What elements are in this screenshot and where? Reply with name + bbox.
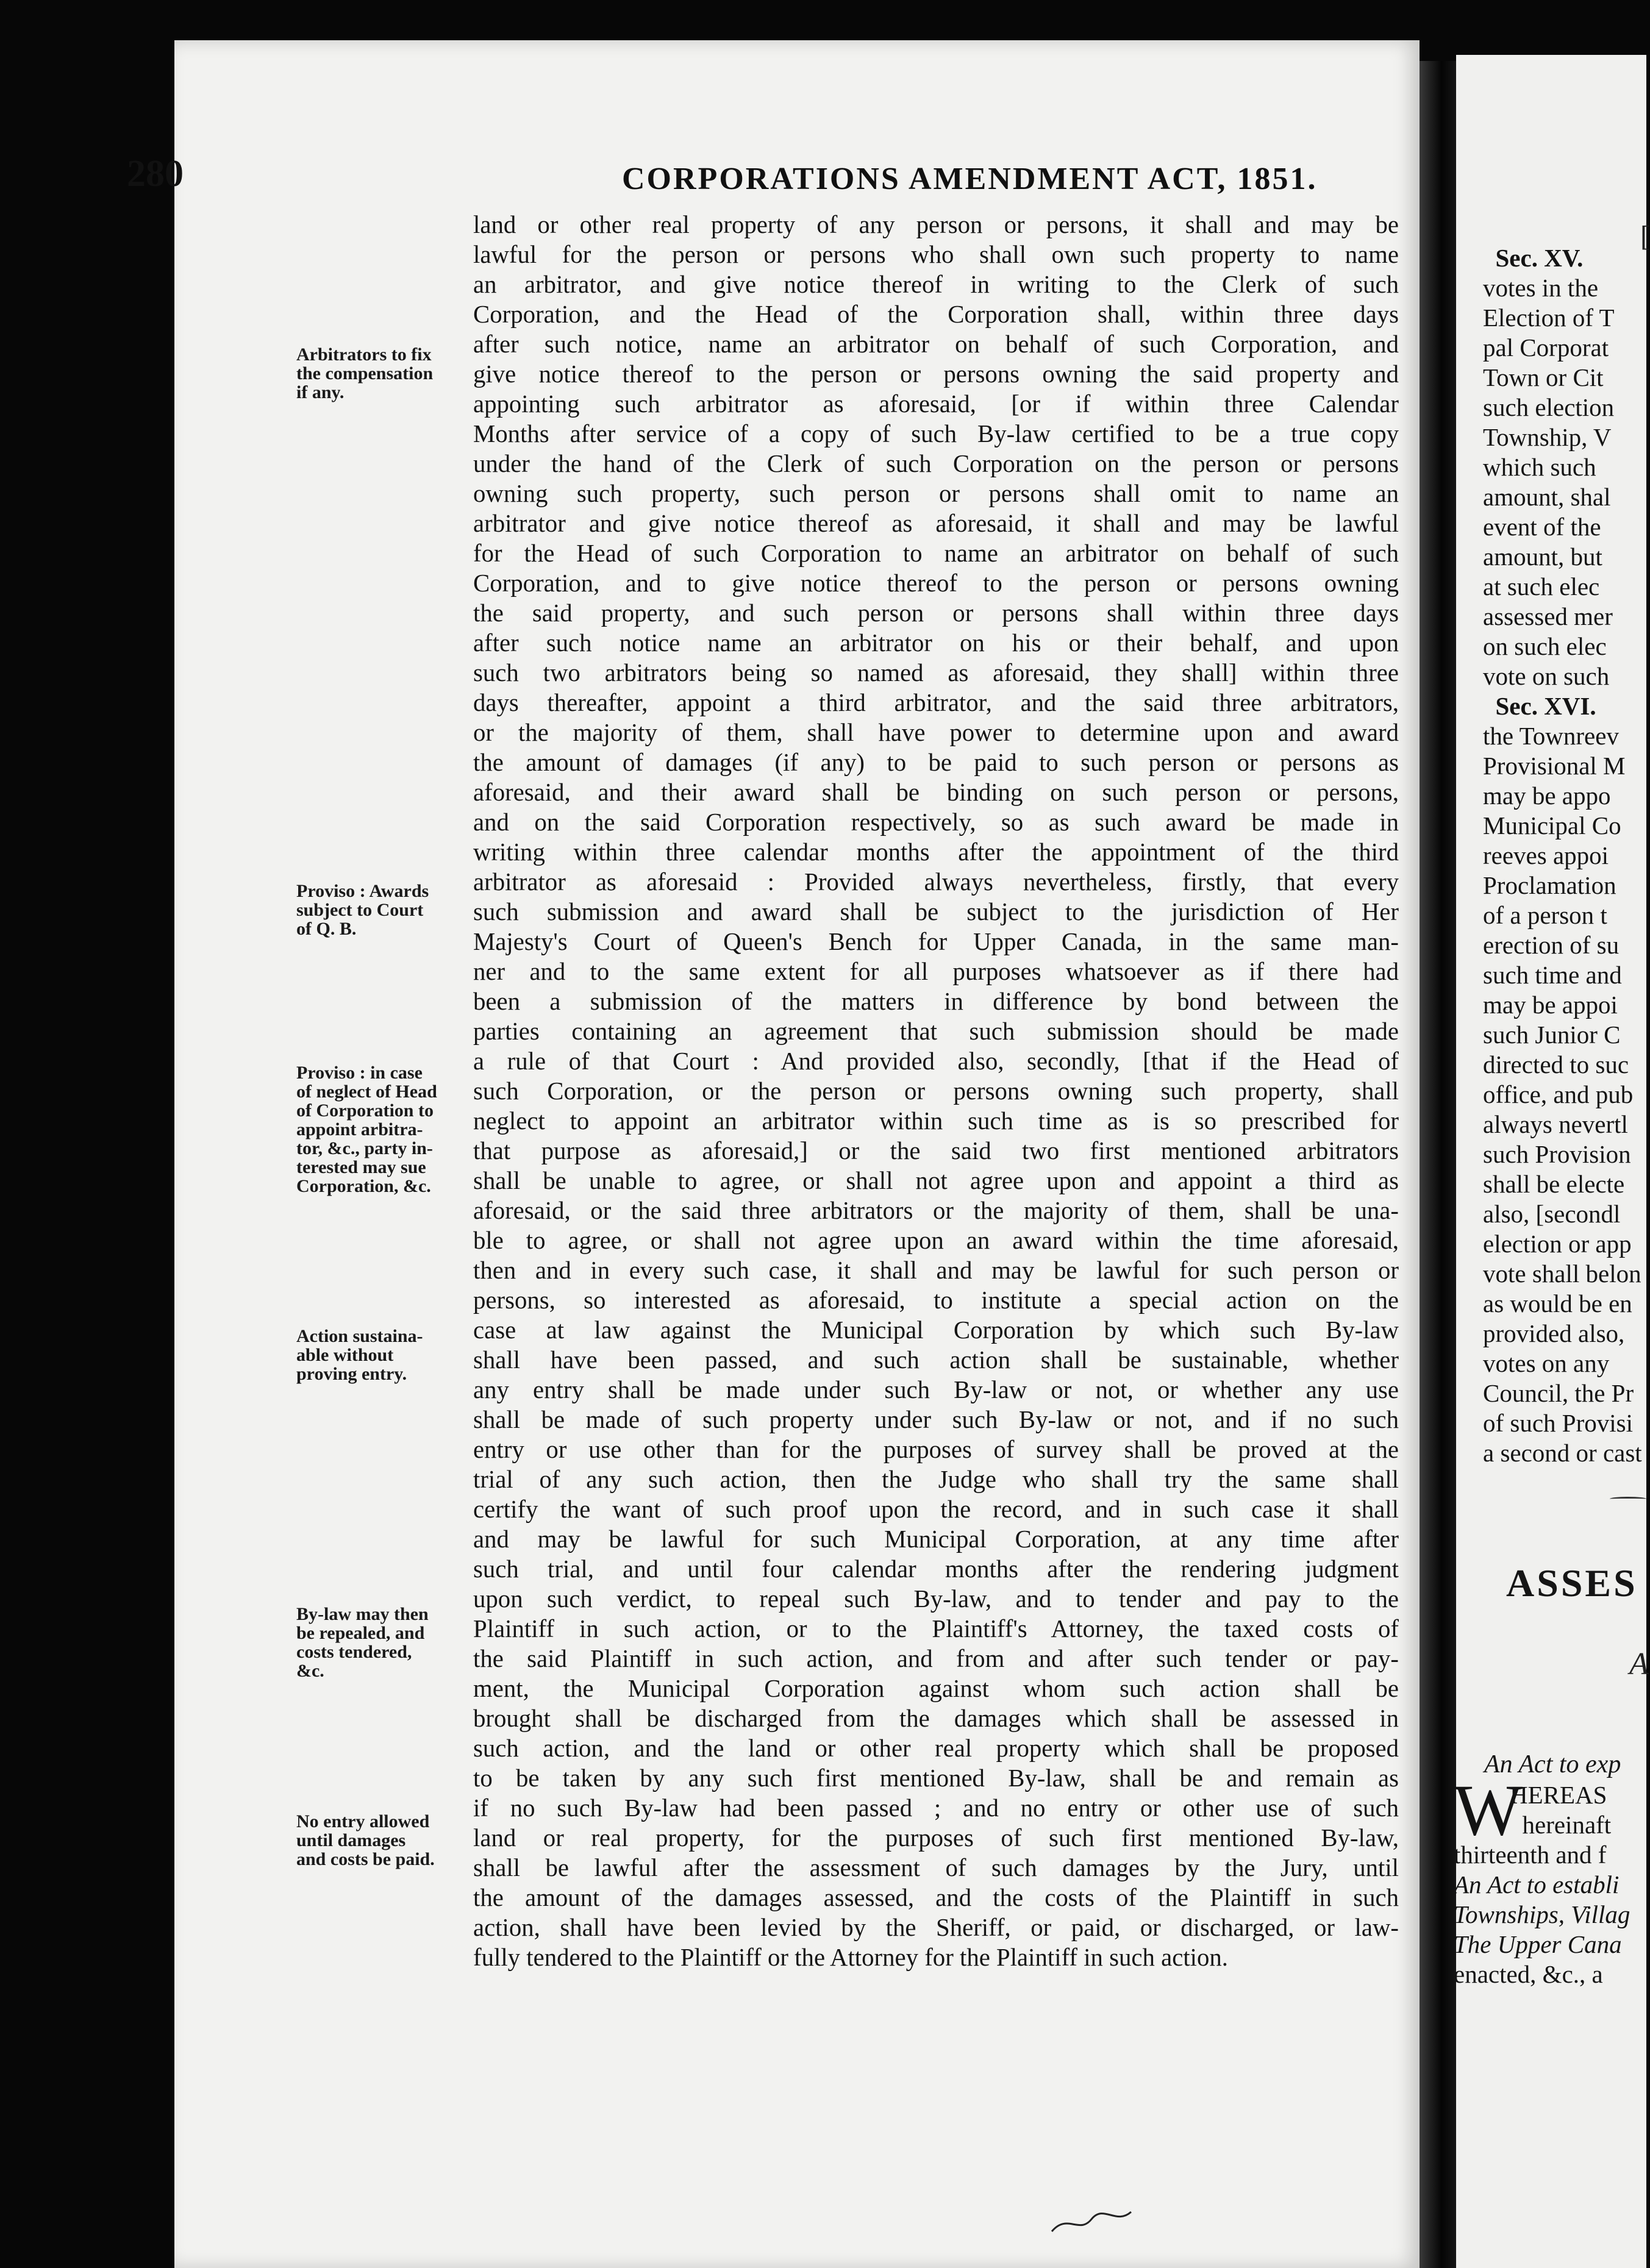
margin-note — [296, 1063, 477, 1196]
right-page-line: Proclamation — [1483, 871, 1616, 899]
right-page-whereas-line: hereinaft — [1510, 1811, 1612, 1839]
body-line: ner and to the same extent for all purposes whatsoever as if there had — [473, 958, 1399, 985]
body-line: days thereafter, appoint a third arbitrator, and the said three arbitrators, — [473, 689, 1399, 716]
body-line: persons, so interested as aforesaid, to institute a special action on the — [473, 1286, 1399, 1314]
body-line: parties containing an agreement that such submission should be made — [473, 1018, 1399, 1045]
body-line: under the hand of the Clerk of such Corporation on the person or persons — [473, 450, 1399, 477]
right-page-line: such time and — [1483, 961, 1622, 989]
page-number: 280 — [127, 153, 184, 194]
body-line: lawful for the person or persons who shall own such property to name — [473, 241, 1399, 268]
margin-note — [296, 882, 477, 938]
right-page-line: pal Corporat — [1483, 333, 1609, 362]
body-line: shall be lawful after the assessment of such damages by the Jury, until — [473, 1854, 1399, 1881]
margin-note-line: Arbitrators to fix — [296, 344, 432, 365]
body-line: such two arbitrators being so named as aforesaid, they shall] within three — [473, 659, 1399, 686]
margin-note — [296, 1812, 477, 1869]
body-line: ment, the Municipal Corporation against whom such action shall be — [473, 1675, 1399, 1702]
body-line: aforesaid, and their award shall be binding on such person or persons, — [473, 779, 1399, 806]
margin-note-line: Proviso : Awards — [296, 881, 429, 901]
ink-squiggle-mark — [1049, 2207, 1134, 2238]
margin-note-line: the compensation — [296, 363, 434, 383]
body-line: trial of any such action, then the Judge who shall try the same shall — [473, 1466, 1399, 1493]
body-line: Months after service of a copy of such By-law certified to be a true copy — [473, 420, 1399, 448]
right-page-line: Sec. XVI. — [1483, 692, 1596, 720]
margin-note-line: By-law may then — [296, 1604, 429, 1624]
right-page-heading: ASSES — [1506, 1561, 1638, 1605]
right-page-line: such Junior C — [1483, 1021, 1621, 1049]
right-page-line: votes in the — [1483, 274, 1599, 302]
body-line: the amount of damages (if any) to be paid to such person or persons as — [473, 749, 1399, 776]
body-line: writing within three calendar months after the appointment of the third — [473, 838, 1399, 866]
right-page-column — [1483, 213, 1646, 1468]
body-line: Majesty's Court of Queen's Bench for Upper Canada, in the same man- — [473, 928, 1399, 955]
right-page-whereas-line: The Upper Cana — [1454, 1930, 1622, 1958]
margin-note-line: be repealed, and — [296, 1623, 425, 1643]
body-line: and may be lawful for such Municipal Corporation, at any time after — [473, 1525, 1399, 1553]
body-line: Corporation, and the Head of the Corporation shall, within three days — [473, 301, 1399, 328]
right-page-bracket: [ — [1640, 220, 1650, 252]
body-line: such submission and award shall be subject to the jurisdiction of Her — [473, 898, 1399, 925]
body-line: owning such property, such person or persons shall omit to name an — [473, 480, 1399, 507]
right-page-line: always nevertl — [1483, 1110, 1628, 1138]
right-page-line: such Provision — [1483, 1140, 1631, 1168]
right-page-line: such election — [1483, 393, 1615, 421]
right-page-line: at such elec — [1483, 572, 1600, 601]
body-line: or the majority of them, shall have power to determine upon and award — [473, 719, 1399, 746]
body-line: if no such By-law had been passed ; and no entry or other use of such — [473, 1794, 1399, 1822]
margin-note-line: No entry allowed — [296, 1811, 430, 1831]
margin-note-line: appoint arbitra- — [296, 1119, 423, 1139]
right-page-whereas — [1454, 1769, 1646, 1989]
book-gutter — [1420, 61, 1456, 2268]
body-line: fully tendered to the Plaintiff or the Attorney for the Plaintiff in such action. — [473, 1944, 1228, 1971]
body-line: after such notice name an arbitrator on his or their behalf, and upon — [473, 629, 1399, 657]
right-page-line: event of the — [1483, 513, 1601, 541]
flourish-divider — [1610, 1497, 1646, 1501]
right-page-line: may be appoi — [1483, 991, 1618, 1019]
margin-note — [296, 1605, 477, 1680]
right-page-line: the Townreev — [1483, 722, 1619, 750]
body-line: Plaintiff in such action, or to the Plaintiff's Attorney, the taxed costs of — [473, 1615, 1399, 1642]
right-page-line: Town or Cit — [1483, 363, 1604, 391]
right-page-line: Council, the Pr — [1483, 1379, 1634, 1407]
margin-note-line: tor, &c., party in- — [296, 1138, 433, 1158]
body-line: ble to agree, or shall not agree upon an award within the time aforesaid, — [473, 1227, 1399, 1254]
right-page-line: votes on any — [1483, 1349, 1610, 1377]
right-page-act-title: An Act to exp — [1484, 1750, 1621, 1778]
right-page-line: Election of T — [1483, 304, 1615, 332]
body-line: for the Head of such Corporation to name an arbitrator on behalf of such — [473, 540, 1399, 567]
right-page-whereas-line: enacted, &c., a — [1454, 1960, 1603, 1988]
body-line: and on the said Corporation respectively, so as such award be made in — [473, 808, 1399, 836]
right-page-line: of a person t — [1483, 901, 1607, 929]
body-line: the amount of the damages assessed, and the costs of the Plaintiff in such — [473, 1884, 1399, 1911]
margin-note-line: of Q. B. — [296, 919, 357, 939]
right-page-line: Provisional M — [1483, 752, 1626, 780]
right-page-line: Municipal Co — [1483, 811, 1621, 840]
right-page-line: which such — [1483, 453, 1596, 481]
right-page-line: erection of su — [1483, 931, 1620, 959]
right-page-whereas-line: thirteenth and f — [1454, 1841, 1607, 1869]
margin-note-line: Action sustaina- — [296, 1326, 423, 1346]
body-text — [473, 210, 1399, 1972]
body-line: appointing such arbitrator as aforesaid, [or if within three Calendar — [473, 390, 1399, 418]
body-line: land or other real property of any person or persons, it shall and may be — [473, 211, 1399, 238]
margin-note — [296, 1327, 477, 1383]
right-page-line: vote shall belon — [1483, 1260, 1641, 1288]
body-line: such trial, and until four calendar months after the rendering judgment — [473, 1555, 1399, 1583]
margin-note-line: Corporation, &c. — [296, 1176, 431, 1196]
right-page-whereas-line: An Act to establi — [1454, 1870, 1620, 1899]
body-line: been a submission of the matters in difference by bond between the — [473, 988, 1399, 1015]
right-page-line: a second or cast — [1483, 1439, 1642, 1467]
body-line: certify the want of such proof upon the record, and in such case it shall — [473, 1496, 1399, 1523]
right-page-line: vote on such — [1483, 662, 1610, 690]
right-page-line: shall be electe — [1483, 1170, 1625, 1198]
right-page-line: of such Provisi — [1483, 1409, 1633, 1437]
right-page-line: reeves appoi — [1483, 841, 1609, 869]
body-line: case at law against the Municipal Corporation by which such By-law — [473, 1316, 1399, 1344]
body-line: upon such verdict, to repeal such By-law, and to tender and pay to the — [473, 1585, 1399, 1613]
body-line: to be taken by any such first mentioned By-law, shall be and remain as — [473, 1764, 1399, 1792]
right-page-line: provided also, — [1483, 1319, 1625, 1347]
right-page-line: amount, shal — [1483, 483, 1611, 511]
running-head: CORPORATIONS AMENDMENT ACT, 1851. — [622, 162, 1318, 196]
body-line: Corporation, and to give notice thereof to the person or persons owning — [473, 569, 1399, 597]
body-line: arbitrator as aforesaid : Provided always nevertheless, firstly, that every — [473, 868, 1399, 896]
margin-note-line: subject to Court — [296, 900, 424, 920]
right-page-line: also, [secondl — [1483, 1200, 1621, 1228]
body-line: shall have been passed, and such action shall be sustainable, whether — [473, 1346, 1399, 1374]
margin-note-line: if any. — [296, 382, 345, 402]
right-page-line: assessed mer — [1483, 602, 1613, 630]
body-line: a rule of that Court : And provided also, secondly, [that if the Head of — [473, 1047, 1399, 1075]
body-line: the said property, and such person or persons shall within three days — [473, 599, 1399, 627]
right-page-line: on such elec — [1483, 632, 1607, 660]
body-line: then and in every such case, it shall and may be lawful for such person or — [473, 1257, 1399, 1284]
drop-cap: W — [1454, 1769, 1523, 1850]
right-page-line: may be appo — [1483, 782, 1611, 810]
right-page-line: as would be en — [1483, 1289, 1632, 1318]
body-line: that purpose as aforesaid,] or the said two first mentioned arbitrators — [473, 1137, 1399, 1164]
body-line: the said Plaintiff in such action, and from and after such tender or pay- — [473, 1645, 1399, 1672]
margin-note-line: of neglect of Head — [296, 1082, 437, 1102]
right-page-whereas-line: HEREAS — [1510, 1781, 1607, 1809]
right-page-whereas-line: Townships, Villag — [1454, 1900, 1630, 1928]
body-line: shall be made of such property under such By-law or not, and if no such — [473, 1406, 1399, 1433]
right-page-line: Township, V — [1483, 423, 1612, 451]
right-page-letter: A — [1629, 1647, 1649, 1681]
right-page-line: Sec. XV. — [1483, 244, 1584, 272]
body-line: aforesaid, or the said three arbitrators or the majority of them, shall be una- — [473, 1197, 1399, 1224]
body-line: shall be unable to agree, or shall not agree upon and appoint a third as — [473, 1167, 1399, 1194]
right-page-line: directed to suc — [1483, 1050, 1629, 1079]
body-line: brought shall be discharged from the damages which shall be assessed in — [473, 1705, 1399, 1732]
body-line: any entry shall be made under such By-law or not, or whether any use — [473, 1376, 1399, 1403]
right-page-line: office, and pub — [1483, 1080, 1634, 1108]
body-line: arbitrator and give notice thereof as aforesaid, it shall and may be lawful — [473, 510, 1399, 537]
body-line: neglect to appoint an arbitrator within such time as is so prescribed for — [473, 1107, 1399, 1135]
body-line: action, shall have been levied by the Sheriff, or paid, or discharged, or law- — [473, 1914, 1399, 1941]
body-line: land or real property, for the purposes of such first mentioned By-law, — [473, 1824, 1399, 1852]
margin-note-line: terested may sue — [296, 1157, 426, 1177]
margin-note-line: able without — [296, 1345, 394, 1365]
margin-note-line: until damages — [296, 1830, 406, 1850]
body-line: entry or use other than for the purposes of survey shall be proved at the — [473, 1436, 1399, 1463]
margin-note-line: &c. — [296, 1661, 324, 1681]
right-page-line: amount, but — [1483, 543, 1602, 571]
margin-note — [296, 345, 477, 402]
margin-note-line: and costs be paid. — [296, 1849, 435, 1869]
margin-note-line: costs tendered, — [296, 1642, 412, 1662]
body-line: give notice thereof to the person or persons owning the said property and — [473, 360, 1399, 388]
right-page-line — [1483, 213, 1646, 243]
body-line: after such notice, name an arbitrator on behalf of such Corporation, and — [473, 330, 1399, 358]
right-page-line: election or app — [1483, 1230, 1632, 1258]
margin-note-line: proving entry. — [296, 1364, 407, 1384]
body-line: an arbitrator, and give notice thereof in writing to the Clerk of such — [473, 271, 1399, 298]
margin-note-line: Proviso : in case — [296, 1063, 423, 1083]
body-line: such Corporation, or the person or persons owning such property, shall — [473, 1077, 1399, 1105]
margin-note-line: of Corporation to — [296, 1100, 434, 1121]
body-line: such action, and the land or other real property which shall be proposed — [473, 1735, 1399, 1762]
